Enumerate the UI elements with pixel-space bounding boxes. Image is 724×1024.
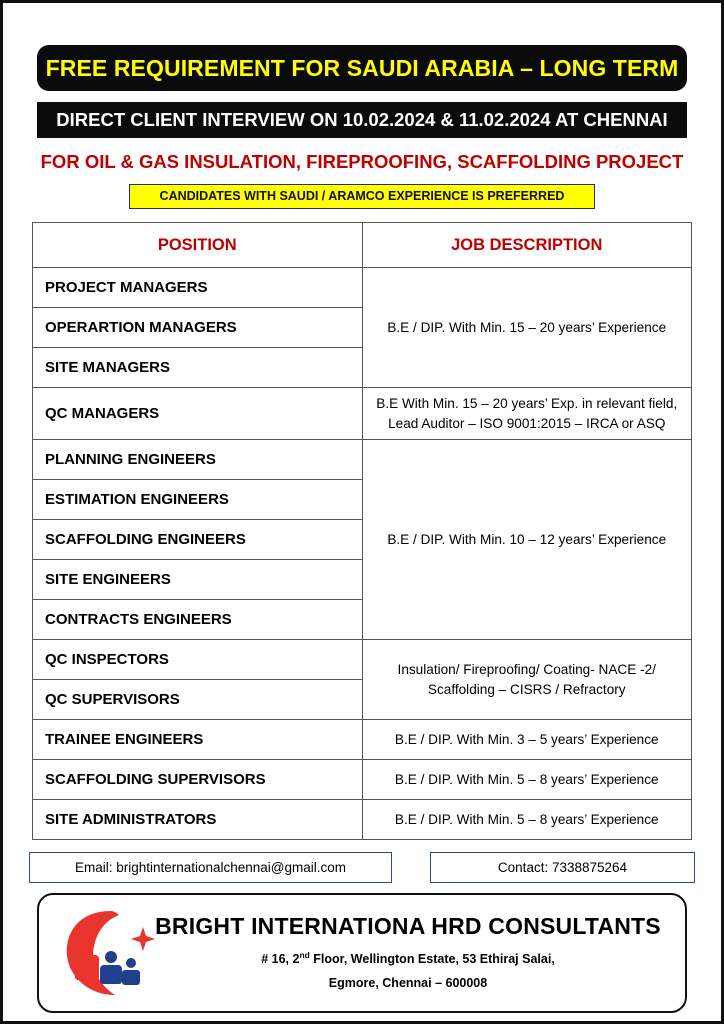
description-cell: B.E / DIP. With Min. 10 – 12 years’ Experience bbox=[362, 440, 692, 640]
description-line: Insulation/ Fireproofing/ Coating- NACE -2/ bbox=[397, 662, 656, 678]
jobs-table bbox=[32, 222, 692, 840]
description-line: B.E With Min. 15 – 20 years’ Exp. in relevant field, bbox=[376, 396, 678, 411]
contact-row bbox=[29, 852, 695, 883]
interview-details: DIRECT CLIENT INTERVIEW ON 10.02.2024 & 11.02.2024 AT CHENNAI bbox=[56, 109, 668, 130]
table-row bbox=[33, 720, 692, 760]
position-cell: QC MANAGERS bbox=[33, 388, 363, 440]
description-cell: B.E / DIP. With Min. 5 – 8 years’ Experience bbox=[362, 800, 692, 840]
position-cell: SITE MANAGERS bbox=[33, 348, 363, 388]
address-ordinal: nd bbox=[299, 950, 310, 961]
position-cell: OPERARTION MANAGERS bbox=[33, 308, 363, 348]
table-row bbox=[33, 440, 692, 480]
position-cell: SCAFFOLDING SUPERVISORS bbox=[33, 760, 363, 800]
project-scope-line: FOR OIL & GAS INSULATION, FIREPROOFING, SCAFFOLDING PROJECT bbox=[40, 151, 684, 172]
phone-box[interactable]: Contact: 7338875264 bbox=[430, 852, 695, 883]
jobs-table-body bbox=[33, 268, 692, 840]
header-job-description: JOB DESCRIPTION bbox=[362, 223, 692, 268]
table-row bbox=[33, 268, 692, 308]
description-cell: B.E / DIP. With Min. 15 – 20 years’ Experience bbox=[362, 268, 692, 388]
table-row bbox=[33, 800, 692, 840]
position-cell: PROJECT MANAGERS bbox=[33, 268, 363, 308]
position-cell: QC INSPECTORS bbox=[33, 640, 363, 680]
interview-banner bbox=[37, 102, 687, 138]
main-banner bbox=[37, 45, 687, 91]
company-logo-icon bbox=[59, 905, 169, 1001]
table-row bbox=[33, 760, 692, 800]
position-cell: ESTIMATION ENGINEERS bbox=[33, 480, 363, 520]
position-cell: SCAFFOLDING ENGINEERS bbox=[33, 520, 363, 560]
description-cell bbox=[362, 640, 692, 720]
table-row bbox=[33, 640, 692, 680]
position-cell: PLANNING ENGINEERS bbox=[33, 440, 363, 480]
address-suffix: Floor, Wellington Estate, 53 Ethiraj Salai, bbox=[309, 952, 555, 967]
description-line: Lead Auditor – ISO 9001:2015 – IRCA or ASQ bbox=[388, 415, 666, 431]
position-cell: CONTRACTS ENGINEERS bbox=[33, 600, 363, 640]
position-cell: TRAINEE ENGINEERS bbox=[33, 720, 363, 760]
description-cell: B.E / DIP. With Min. 5 – 8 years’ Experience bbox=[362, 760, 692, 800]
footer-panel bbox=[37, 893, 687, 1013]
description-cell bbox=[362, 388, 692, 440]
header-position: POSITION bbox=[33, 223, 363, 268]
preference-note-text: CANDIDATES WITH SAUDI / ARAMCO EXPERIENCE IS PREFERRED bbox=[159, 189, 565, 203]
position-cell: SITE ADMINISTRATORS bbox=[33, 800, 363, 840]
position-cell: QC SUPERVISORS bbox=[33, 680, 363, 720]
description-line: Scaffolding – CISRS / Refractory bbox=[427, 681, 626, 697]
description-cell: B.E / DIP. With Min. 3 – 5 years’ Experience bbox=[362, 720, 692, 760]
email-box[interactable]: Email: brightinternationalchennai@gmail.com bbox=[29, 852, 392, 883]
preference-note-box bbox=[129, 184, 595, 209]
company-address-line2: Egmore, Chennai – 600008 bbox=[328, 975, 488, 990]
position-cell: SITE ENGINEERS bbox=[33, 560, 363, 600]
table-header-row bbox=[33, 223, 692, 268]
address-prefix: # 16, 2 bbox=[261, 952, 300, 967]
company-name: BRIGHT INTERNATIONA HRD CONSULTANTS bbox=[155, 913, 661, 940]
banner-title: FREE REQUIREMENT FOR SAUDI ARABIA – LONG TERM bbox=[45, 55, 679, 81]
table-row bbox=[33, 388, 692, 440]
